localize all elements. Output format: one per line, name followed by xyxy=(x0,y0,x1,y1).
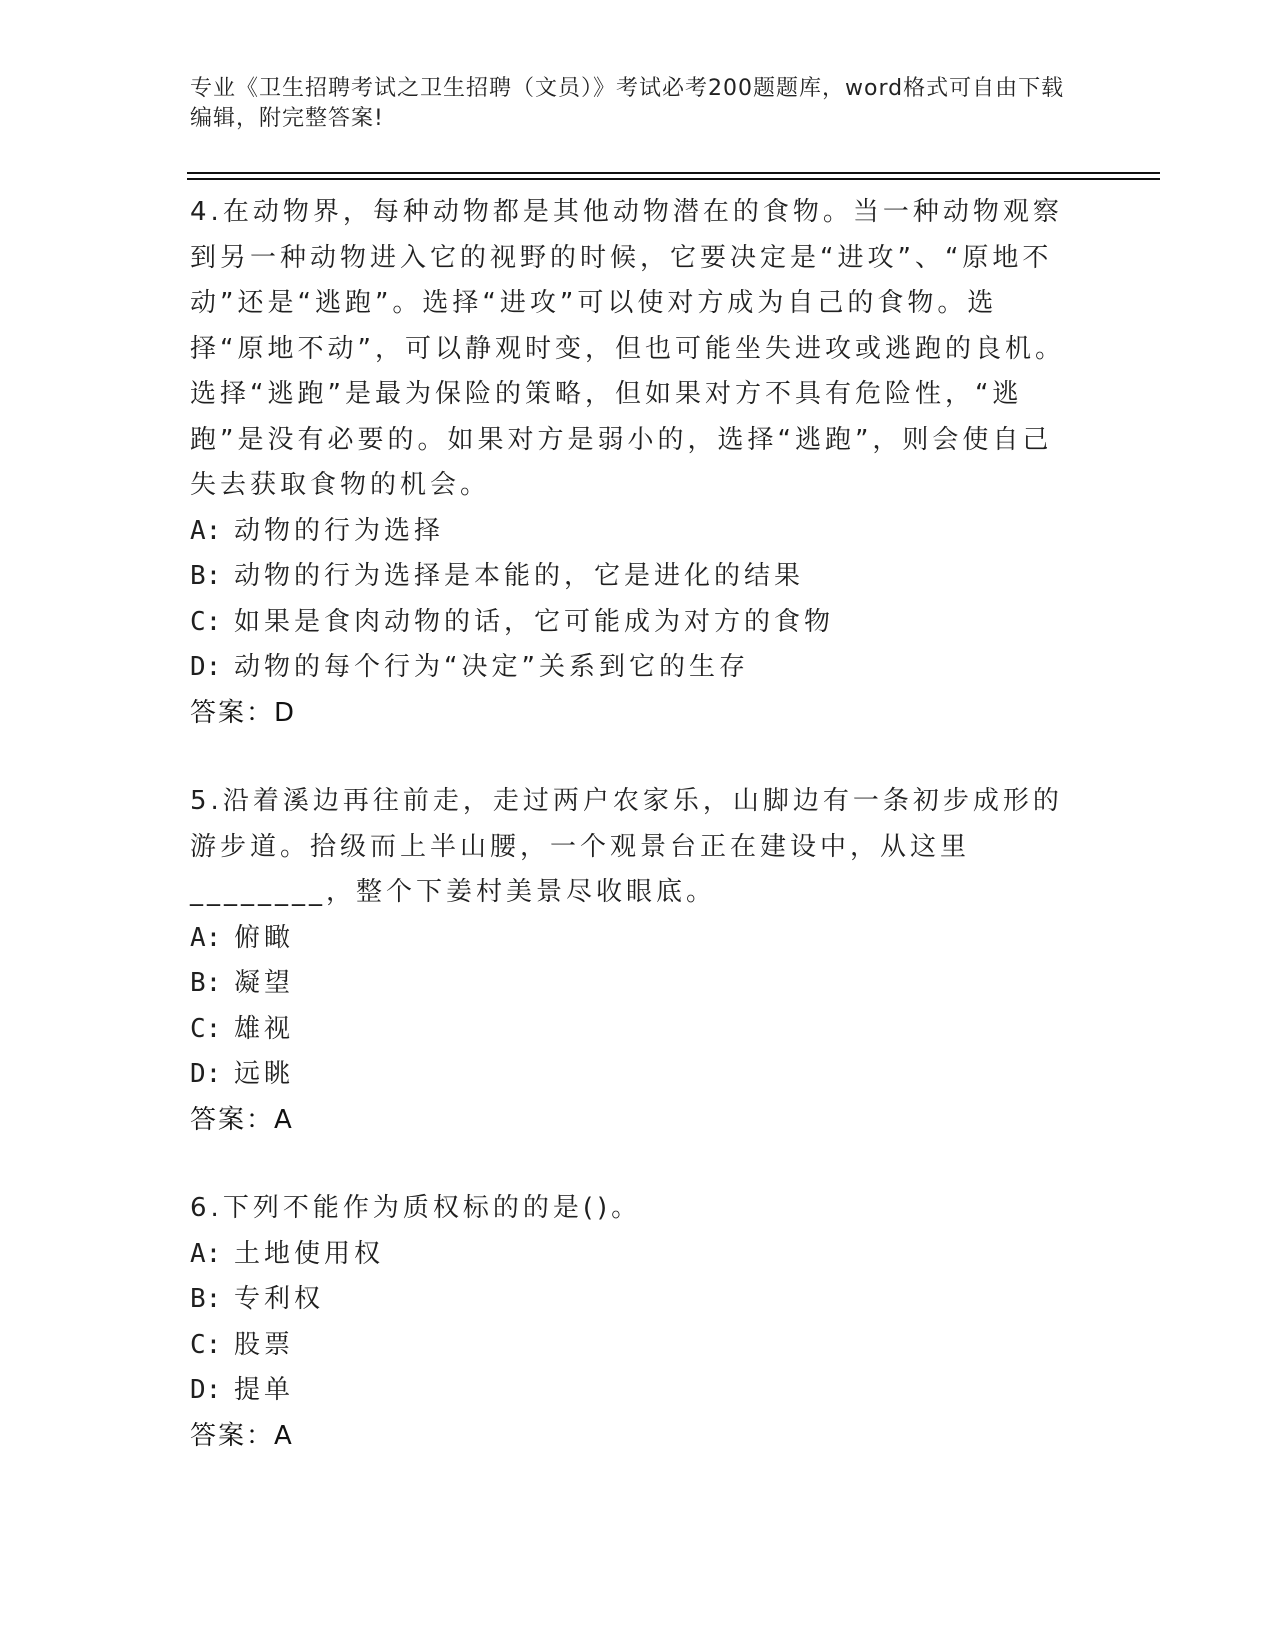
option-a xyxy=(190,916,1070,962)
option-key: A: xyxy=(190,1238,222,1269)
question-body: 在动物界，每种动物都是其他动物潜在的食物。当一种动物观察到另一种动物进入它的视野的时候，它要决定是“进攻”、“原地不动”还是“逃跑”。选择“进攻”可以使对方成为自己的食物。选择“原地不动”，可以静观时变，但也可能坐失进攻或逃跑的良机。选择“逃跑”是最为保险的策略，但如果对方不具有危险性，“逃跑”是没有必要的。如果对方是弱小的，选择“逃跑”，则会使自己失去获取食物的机会。 xyxy=(190,197,1065,500)
answer-line xyxy=(190,691,1070,737)
option-key: D: xyxy=(190,1375,222,1405)
question-number: 6. xyxy=(190,1193,223,1223)
option-text: 如果是食肉动物的话，它可能成为对方的食物 xyxy=(234,606,835,637)
document-header: 专业《卫生招聘考试之卫生招聘（文员）》考试必考200题题库，word格式可自由下载编辑，附完整答案! xyxy=(190,76,1065,131)
option-d xyxy=(190,1368,1070,1414)
option-key: B: xyxy=(190,968,222,998)
option-d xyxy=(190,1052,1070,1098)
option-text: 俯瞰 xyxy=(234,922,295,953)
option-c xyxy=(190,600,1070,646)
question-number: 4. xyxy=(190,197,223,227)
option-c xyxy=(190,1007,1070,1053)
option-key: D: xyxy=(190,652,222,682)
option-text: 土地使用权 xyxy=(234,1238,385,1269)
option-key: C: xyxy=(190,606,222,637)
option-b xyxy=(190,961,1070,1007)
header-rule-top xyxy=(187,172,1160,174)
question-item xyxy=(190,190,1070,736)
question-item xyxy=(190,1186,1070,1459)
answer-label: 答案： xyxy=(190,697,275,728)
answer-value: A xyxy=(274,1420,293,1451)
answer-label: 答案： xyxy=(190,1104,275,1135)
question-item xyxy=(190,779,1070,1143)
option-text: 动物的每个行为“决定”关系到它的生存 xyxy=(234,652,749,682)
question-text xyxy=(190,779,1070,916)
option-key: A: xyxy=(190,515,222,546)
option-key: B: xyxy=(190,1284,222,1314)
answer-line xyxy=(190,1414,1070,1460)
header-rule-bottom xyxy=(187,178,1160,180)
question-body: 下列不能作为质权标的的是()。 xyxy=(222,1193,642,1223)
option-a xyxy=(190,1232,1070,1278)
option-text: 远眺 xyxy=(234,1059,295,1089)
answer-line xyxy=(190,1098,1070,1144)
option-key: C: xyxy=(190,1013,222,1044)
question-list xyxy=(190,190,1070,1502)
option-text: 动物的行为选择是本能的，它是进化的结果 xyxy=(234,561,805,591)
option-key: B: xyxy=(190,561,222,591)
option-text: 动物的行为选择 xyxy=(234,515,445,546)
option-key: A: xyxy=(190,922,222,953)
option-key: C: xyxy=(190,1329,222,1360)
option-d xyxy=(190,645,1070,691)
question-number: 5. xyxy=(190,786,223,816)
question-body: 沿着溪边再往前走，走过两户农家乐，山脚边有一条初步成形的游步道。拾级而上半山腰，一个观景台正在建设中，从这里________，整个下姜村美景尽收眼底。 xyxy=(190,786,1063,907)
option-text: 雄视 xyxy=(234,1013,295,1044)
answer-value: D xyxy=(274,697,296,728)
option-c xyxy=(190,1323,1070,1369)
option-b xyxy=(190,1277,1070,1323)
option-b xyxy=(190,554,1070,600)
option-text: 凝望 xyxy=(234,968,295,998)
option-a xyxy=(190,509,1070,555)
option-text: 股票 xyxy=(234,1329,295,1360)
option-text: 专利权 xyxy=(234,1284,325,1314)
answer-value: A xyxy=(274,1104,293,1135)
question-text xyxy=(190,190,1070,509)
answer-label: 答案： xyxy=(190,1420,275,1451)
option-text: 提单 xyxy=(234,1375,295,1405)
question-text xyxy=(190,1186,1070,1232)
option-key: D: xyxy=(190,1059,222,1089)
